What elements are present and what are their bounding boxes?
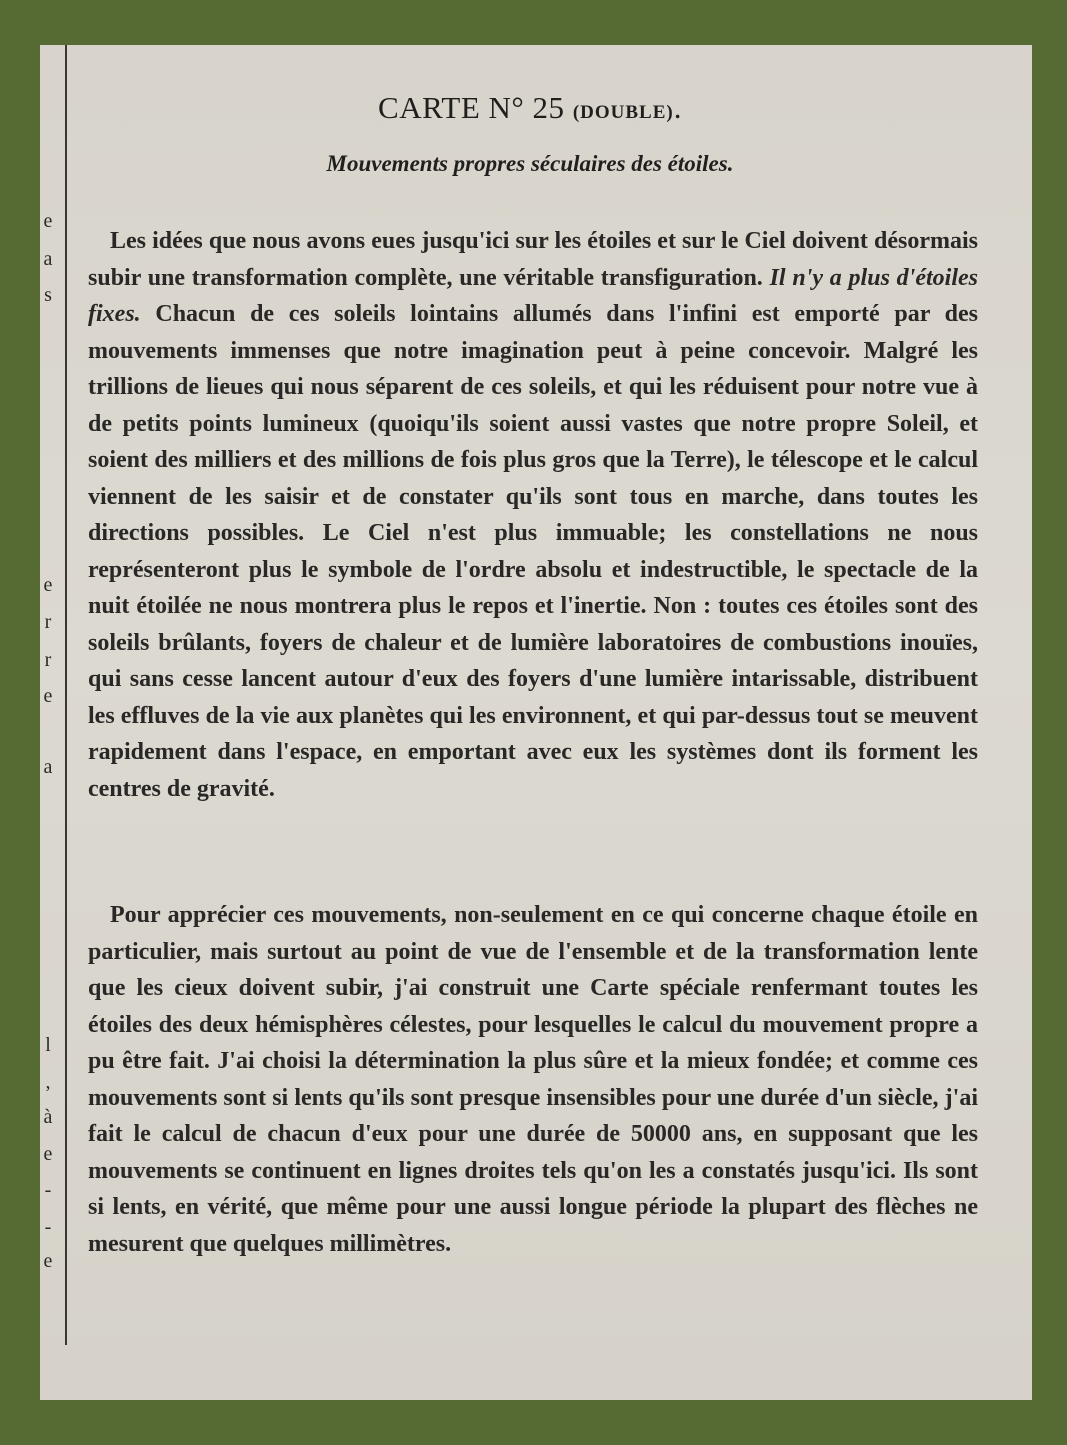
page-edge-rule — [65, 45, 67, 1345]
margin-fragment: a — [43, 248, 53, 270]
margin-fragment: r — [44, 611, 52, 633]
margin-fragment: - — [44, 1179, 52, 1201]
title-qualifier: (DOUBLE) — [572, 102, 674, 123]
page-subtitle: Mouvements propres séculaires des étoiles. — [326, 151, 734, 176]
margin-fragment: e — [43, 1250, 53, 1272]
margin-fragment: e — [43, 210, 53, 232]
margin-fragment: s — [44, 284, 52, 306]
title-main: CARTE N° 25 — [378, 90, 565, 125]
facing-page-margin — [40, 45, 62, 1400]
book-page — [40, 45, 1032, 1400]
paragraph-intro-italic: Il n'y a plus d'étoiles fixes. — [88, 264, 978, 327]
paragraph-intro-text-a: Les idées que nous avons eues jusqu'ici sur les étoiles et sur le Ciel doivent désormais subir une transformation complète, une véritable transfiguration. — [88, 228, 978, 291]
margin-fragment: , — [45, 1071, 51, 1093]
margin-fragment: e — [43, 574, 53, 596]
title-period: . — [673, 90, 682, 125]
margin-fragment: r — [44, 649, 52, 671]
paragraph-method: Pour apprécier ces mouvements, non-seulement en ce qui concerne chaque étoile en particulier, mais surtout au point de vue de l'ensemble et de la transformation lente que les cieux doivent subir, j'ai construit une Carte spéciale renfermant toutes les étoiles des deux hémisphères célestes, pour lesquelles le calcul du mouvement propre a pu être fait. J'ai choisi la détermination la plus sûre et la mieux fondée; et comme ces mouvements sont si lents qu'ils sont presque insensibles pour une durée d'un siècle, j'ai fait le calcul de chacun d'eux pour une durée de 50000 ans, en supposant que les mouvements se continuent en lignes droites tels qu'on les a constatés jusqu'ici. Ils sont si lents, en vérité, que même pour une aussi longue période la plupart des flèches ne mesurent que quelques millimètres. — [88, 902, 978, 1257]
margin-fragment: l — [45, 1034, 51, 1056]
margin-fragment: à — [43, 1106, 53, 1128]
margin-fragment: e — [43, 685, 53, 707]
paragraph-intro — [88, 223, 978, 807]
margin-fragment: - — [44, 1216, 52, 1238]
margin-fragment: e — [43, 1143, 53, 1165]
margin-fragment: a — [43, 756, 53, 778]
paragraph-intro-text-b: Chacun de ces soleils lointains allumés dans l'infini est emporté par des mouvements immenses que notre imagination peut à peine concevoir. Malgré les trillions de lieues qui nous séparent de ces soleils, et qui les réduisent pour notre vue à de petits points lumineux (quoiqu'ils soient aussi vastes que notre propre Soleil, et soient des milliers et des millions de fois plus gros que la Terre), le télescope et le calcul viennent de les saisir et de constater qu'ils sont tous en marche, dans toutes les directions possibles. Le Ciel n'est plus immuable; les constellations ne nous représenteront plus le symbole de l'ordre absolu et indestructible, le spectacle de la nuit étoilée ne nous montrera plus le repos et l'inertie. Non : toutes ces étoiles sont des soleils brûlants, foyers de chaleur et de lumière laboratoires de combustions inouïes, qui sans cesse lancent autour d'eux des foyers d'une lumière intarissable, distribuent les effluves de la vie aux planètes qui les environnent, et qui par-dessus tout se meuvent rapidement dans l'espace, en emportant avec eux les systèmes dont ils forment les centres de gravité. — [88, 301, 978, 802]
page-title — [80, 90, 980, 126]
